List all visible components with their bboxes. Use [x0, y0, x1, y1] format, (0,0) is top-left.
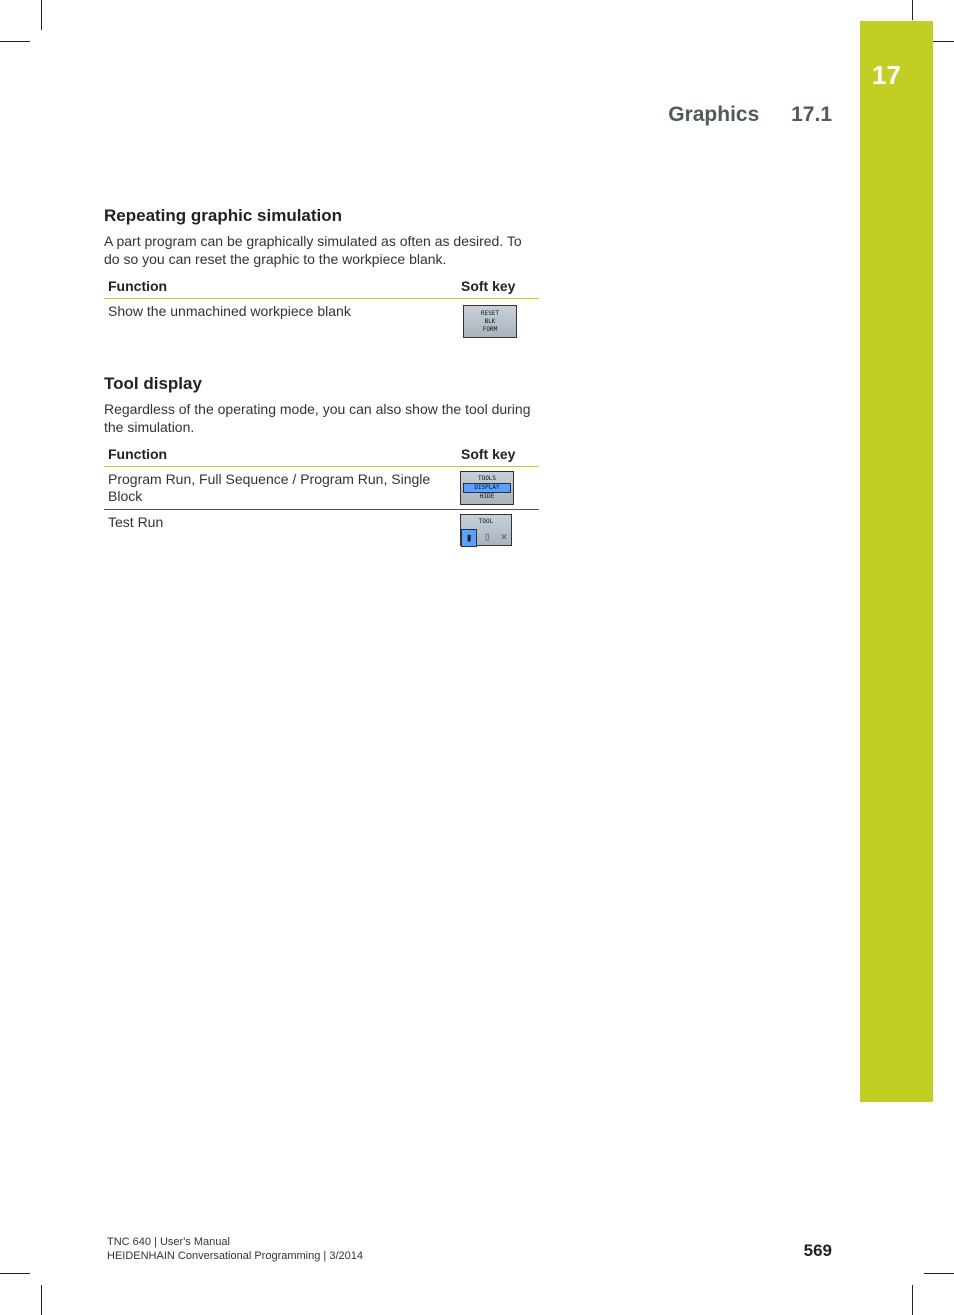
page-header [668, 103, 832, 127]
softkey-table [104, 276, 539, 342]
crop-mark [41, 0, 42, 30]
col-function: Function [104, 276, 457, 299]
section-text: A part program can be graphically simulated as often as desired. To do so you can reset the graphic to the workpiece blank. [104, 233, 522, 267]
col-function: Function [104, 444, 457, 467]
footer-line-1: TNC 640 | User's Manual [107, 1236, 230, 1248]
footer-line-2: HEIDENHAIN Conversational Programming | 3/2014 [107, 1250, 363, 1262]
tools-display-hide-softkey[interactable] [460, 471, 514, 505]
page-content [104, 206, 539, 550]
softkey-label: BLK [484, 317, 496, 325]
softkey-label: HIDE [479, 493, 495, 500]
crop-mark [924, 1273, 954, 1274]
crop-mark [41, 1285, 42, 1315]
col-softkey: Soft key [457, 276, 539, 299]
tool-hidden-icon: ✕ [500, 530, 508, 543]
crop-mark [912, 0, 913, 20]
chapter-tab [860, 21, 933, 1102]
table-row [104, 467, 539, 510]
softkey-table [104, 444, 539, 550]
function-cell: Show the unmachined workpiece blank [108, 303, 351, 319]
softkey-label: FORM [482, 325, 498, 333]
function-cell: Test Run [108, 514, 164, 530]
section-title: Tool display [104, 374, 202, 393]
softkey-label: TOOL [478, 518, 494, 525]
chapter-number: 17 [872, 60, 901, 90]
footer [107, 1235, 363, 1263]
header-title: Graphics [668, 103, 760, 126]
reset-blk-form-softkey[interactable] [463, 305, 517, 338]
tool-shown-icon: ▮ [461, 529, 477, 547]
page-number: 569 [803, 1241, 832, 1260]
section-text: Regardless of the operating mode, you can also show the tool during the simulation. [104, 401, 531, 435]
table-row [104, 299, 539, 343]
header-section: 17.1 [791, 103, 832, 126]
tool-outline-icon: ▯ [483, 530, 491, 543]
table-row [104, 510, 539, 551]
crop-mark [912, 1285, 913, 1315]
tool-icons [461, 529, 511, 547]
col-softkey: Soft key [457, 444, 539, 467]
softkey-label-active: DISPLAY [463, 483, 511, 493]
function-cell: Program Run, Full Sequence / Program Run, Single Block [104, 467, 457, 510]
section-title: Repeating graphic simulation [104, 206, 343, 225]
tool-softkey[interactable] [460, 514, 512, 546]
crop-mark [0, 41, 30, 42]
softkey-label: RESET [480, 309, 500, 317]
softkey-label: TOOLS [477, 475, 497, 482]
crop-mark [0, 1273, 30, 1274]
